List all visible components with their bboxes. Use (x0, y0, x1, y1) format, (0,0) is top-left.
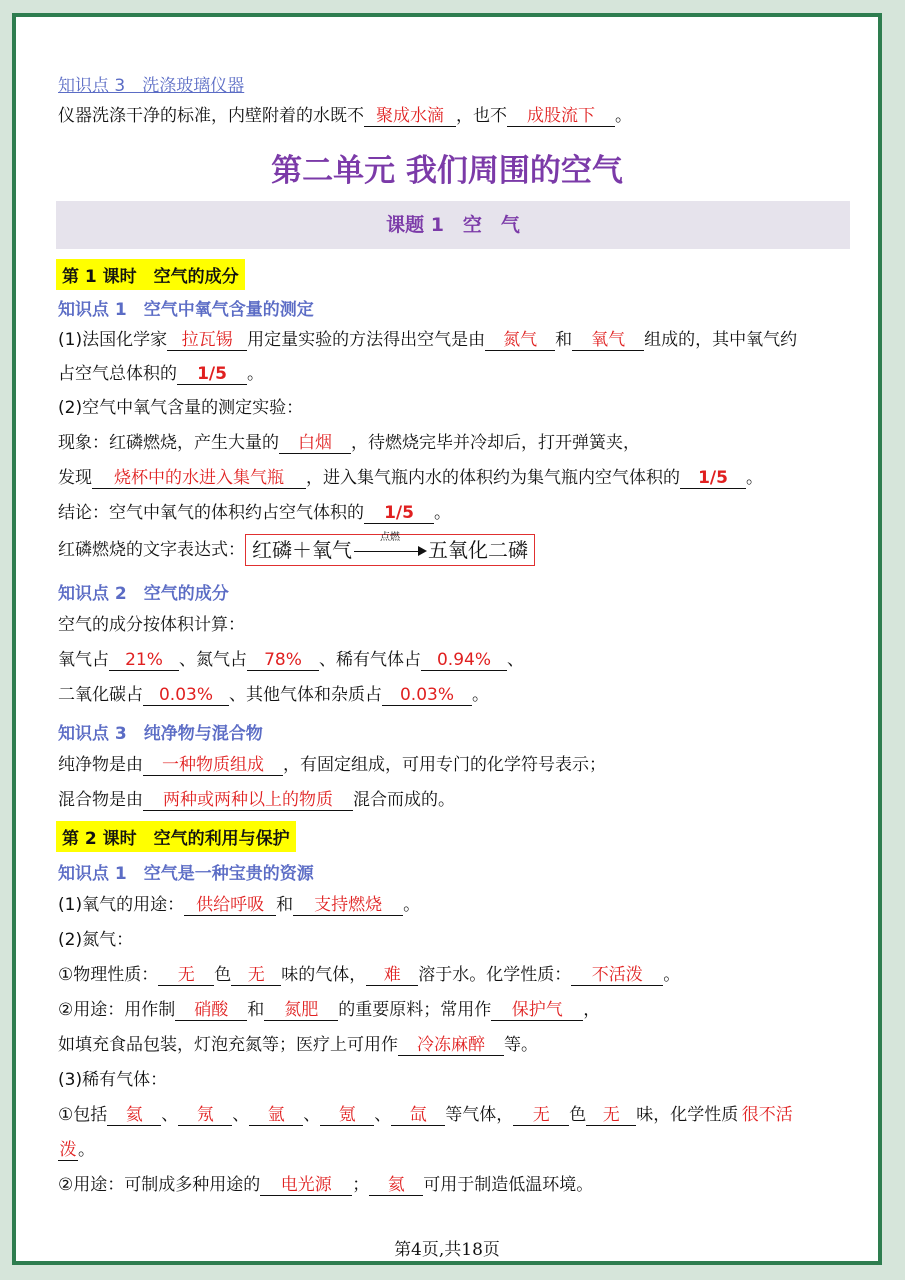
answer-blank: 拉瓦锡 (167, 330, 247, 351)
answer-blank: 无 (158, 965, 214, 986)
text-line (58, 1104, 796, 1126)
knowledge-point-heading: 知识点 3 纯净物与混合物 (58, 724, 263, 744)
text: 组成的，其中氧气约 (644, 330, 798, 350)
text: ②用途：可制成多种用途的 (58, 1175, 261, 1195)
knowledge-point-heading: 知识点 1 空气中氧气含量的测定 (58, 300, 314, 320)
text: 混合而成的。 (353, 790, 455, 810)
text-line (58, 649, 524, 671)
answer-blank: 无 (513, 1105, 569, 1126)
answer-blank: 电光源 (260, 1175, 352, 1196)
text: 可用于制造低温环境。 (423, 1175, 594, 1195)
answer-blank: 保护气 (491, 1000, 583, 1021)
text-line (58, 363, 264, 385)
text-line (58, 964, 680, 986)
text: 。 (746, 468, 763, 488)
text: 仪器洗涤干净的标准，内壁附着的水既不 (58, 106, 364, 126)
text: 。 (663, 965, 681, 985)
equation-product: 五氧化二磷 (428, 538, 528, 562)
text-line (58, 754, 606, 776)
text: 、稀有气体占 (319, 650, 421, 670)
text: 。 (434, 503, 451, 523)
answer-blank: 无 (231, 965, 281, 986)
text: 二氧化碳占 (58, 685, 143, 705)
text-line (58, 894, 420, 916)
text: 。 (403, 895, 421, 915)
answer-blank: 冷冻麻醉 (398, 1035, 504, 1056)
text: 占空气总体积的 (58, 364, 177, 384)
unit-title: 第二单元 我们周围的空气 (271, 153, 623, 189)
text: 溶于水。化学性质： (418, 965, 572, 985)
equation-reactants: 红磷＋氧气 (252, 538, 352, 562)
text-line (58, 329, 797, 351)
text: 氧气占 (58, 650, 109, 670)
answer-blank: 很不活 (741, 1105, 793, 1125)
answer-blank: 难 (366, 965, 418, 986)
text-line (58, 1174, 593, 1196)
text: ，也不 (456, 106, 507, 126)
text: ； (352, 1175, 370, 1195)
text: 红磷燃烧的文字表达式： (58, 540, 245, 560)
text: (1)氧气的用途： (58, 895, 185, 915)
text: 等。 (504, 1035, 538, 1055)
text-line (58, 1034, 538, 1056)
text: 色 (214, 965, 232, 985)
text-line (58, 789, 455, 811)
answer-blank: 氦 (369, 1175, 423, 1196)
answer-blank: 聚成水滴 (364, 106, 456, 127)
answer-blank: 供给呼吸 (184, 895, 276, 916)
text: 、其他气体和杂质占 (229, 685, 382, 705)
knowledge-point-heading: 知识点 3 洗涤玻璃仪器 (58, 76, 245, 96)
text-line (58, 684, 489, 706)
answer-blank: 一种物质组成 (143, 755, 283, 776)
word-equation-box (245, 534, 535, 566)
text: 味，化学性质 (636, 1105, 739, 1125)
text-line (58, 533, 535, 567)
text-line (58, 467, 763, 489)
text: 和 (247, 1000, 265, 1020)
text: 的重要原料；常用作 (338, 1000, 492, 1020)
lesson-2-label: 第 2 课时 空气的利用与保护 (56, 821, 296, 852)
worksheet-page (12, 13, 882, 1265)
answer-blank: 1/5 (364, 503, 434, 524)
answer-blank: 21% (109, 650, 179, 671)
text: 和 (276, 895, 294, 915)
text: ，有固定组成，可用专门的化学符号表示； (283, 755, 606, 775)
reaction-condition: 点燃 (380, 532, 400, 543)
text-line (58, 999, 600, 1021)
text: 味的气体， (281, 965, 367, 985)
reaction-arrow (352, 532, 428, 565)
text: ②用途：用作制 (58, 1000, 176, 1020)
answer-blank: 78% (247, 650, 319, 671)
answer-blank: 氦 (107, 1105, 161, 1126)
answer-blank: 两种或两种以上的物质 (143, 790, 353, 811)
text: ， (583, 1000, 601, 1020)
text-line: 空气的成分按体积计算： (58, 615, 245, 635)
text: 和 (555, 330, 573, 350)
text: 、 (507, 650, 524, 670)
text: 。 (247, 364, 264, 384)
answer-blank: 1/5 (177, 364, 247, 385)
text: 。 (615, 106, 632, 126)
text-line (58, 1139, 95, 1161)
answer-blank: 氖 (178, 1105, 232, 1126)
answer-blank: 不活泼 (571, 965, 663, 986)
lesson-1-label: 第 1 课时 空气的成分 (56, 259, 245, 290)
answer-blank: 烧杯中的水进入集气瓶 (92, 468, 306, 489)
answer-blank: 成股流下 (507, 106, 615, 127)
text-line: (2)氮气： (58, 930, 134, 950)
text: 、氮气占 (179, 650, 247, 670)
answer-blank: 泼 (59, 1140, 77, 1160)
text: 。 (472, 685, 489, 705)
text: ，进入集气瓶内水的体积约为集气瓶内空气体积的 (306, 468, 680, 488)
text: 如填充食品包装，灯泡充氮等；医疗上可用作 (58, 1035, 398, 1055)
answer-blank: 0.94% (421, 650, 507, 671)
knowledge-point-heading: 知识点 2 空气的成分 (58, 584, 229, 604)
text: 、 (232, 1105, 250, 1125)
text-line (58, 502, 451, 524)
answer-blank: 氪 (320, 1105, 374, 1126)
text: 结论：空气中氧气的体积约占空气体积的 (58, 503, 364, 523)
answer-blank: 支持燃烧 (293, 895, 403, 916)
answer-blank: 1/5 (680, 468, 746, 489)
answer-blank: 氮肥 (264, 1000, 338, 1021)
answer-blank: 氩 (249, 1105, 303, 1126)
answer-blank: 无 (586, 1105, 636, 1126)
answer-blank: 氧气 (572, 330, 644, 351)
text-line (58, 432, 640, 454)
text-line: (3)稀有气体： (58, 1070, 168, 1090)
text: 、 (303, 1105, 321, 1125)
text: ①物理性质： (58, 965, 159, 985)
text: ，待燃烧完毕并冷却后，打开弹簧夹， (351, 433, 640, 453)
text: 、 (161, 1105, 179, 1125)
page-footer: 第4页,共18页 (394, 1240, 500, 1260)
text: (1)法国化学家 (58, 330, 168, 350)
text: 现象：红磷燃烧，产生大量的 (58, 433, 279, 453)
text: 发现 (58, 468, 92, 488)
text-line (58, 105, 632, 127)
answer-blank: 硝酸 (175, 1000, 247, 1021)
answer-blank: 0.03% (382, 685, 472, 706)
lesson-title-bar: 课题 1 空 气 (56, 201, 850, 249)
text: 混合物是由 (58, 790, 143, 810)
text: ①包括 (58, 1105, 108, 1125)
text: 纯净物是由 (58, 755, 143, 775)
answer-blank: 白烟 (279, 433, 351, 454)
text: 。 (78, 1140, 95, 1160)
answer-blank: 0.03% (143, 685, 229, 706)
knowledge-point-heading: 知识点 1 空气是一种宝贵的资源 (58, 864, 314, 884)
answer-blank: 氙 (391, 1105, 445, 1126)
text: 、 (374, 1105, 392, 1125)
text: 色 (569, 1105, 587, 1125)
answer-blank: 氮气 (485, 330, 555, 351)
text: 用定量实验的方法得出空气是由 (247, 330, 486, 350)
text-line: (2)空气中氧气含量的测定实验： (58, 398, 304, 418)
text: 等气体， (445, 1105, 514, 1125)
